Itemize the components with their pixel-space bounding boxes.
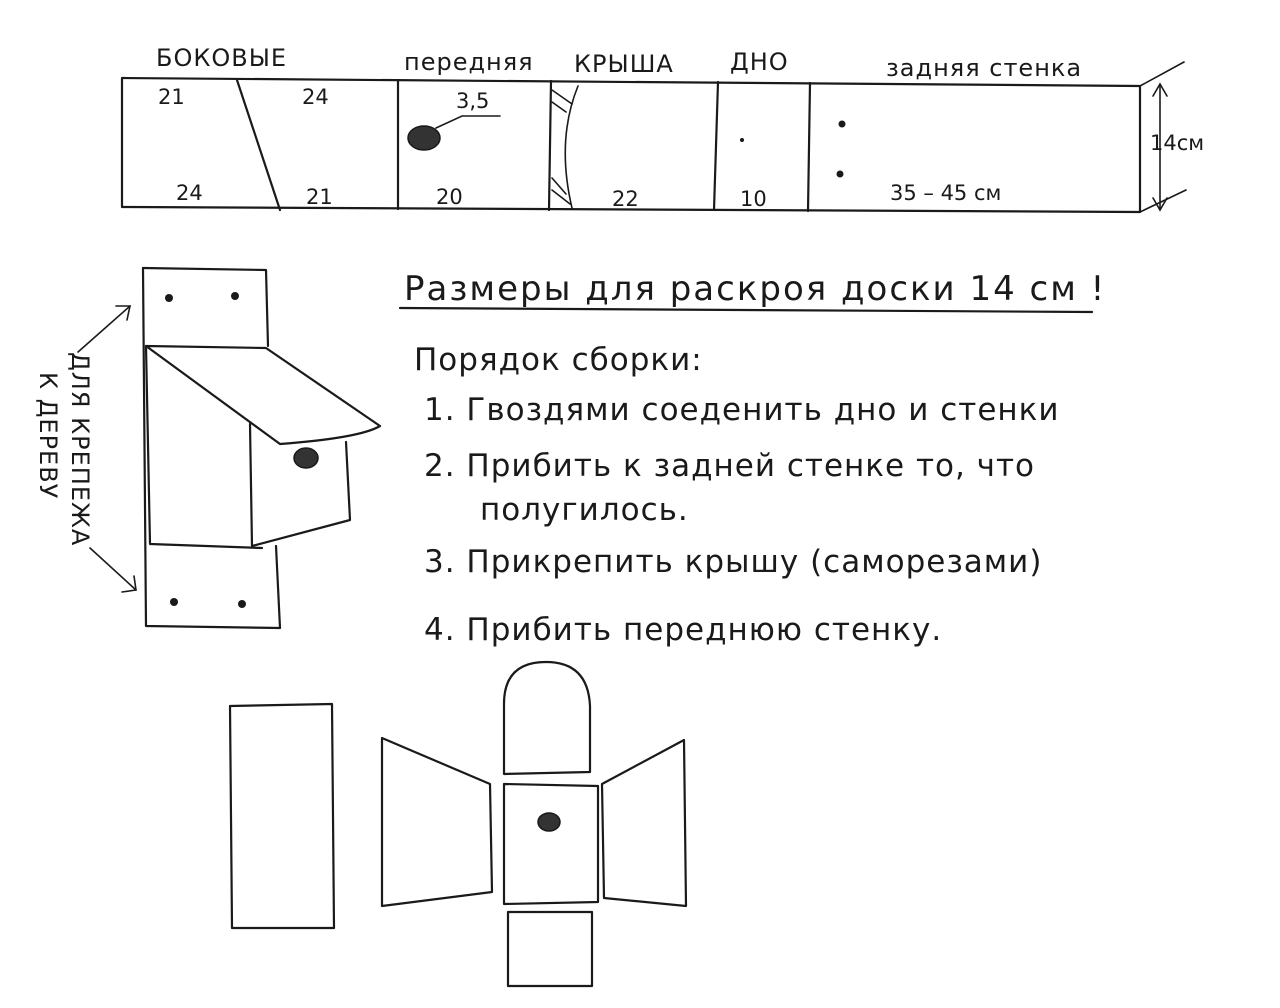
roof-panel-flat — [504, 662, 590, 774]
unfolded-net — [230, 662, 686, 986]
back-screw-top — [839, 121, 846, 128]
num-hole-diameter: 3,5 — [456, 89, 490, 113]
num-side-top-left: 21 — [158, 85, 185, 109]
bottom-panel — [508, 912, 592, 986]
mount-arrow-bottom — [90, 548, 136, 590]
roof-panel — [146, 346, 380, 444]
num-side-bottom-left: 24 — [176, 181, 203, 205]
side-diagonal-cut — [237, 80, 280, 210]
cut-size-note: Размеры для раскроя доски 14 см ! — [404, 269, 1107, 309]
mount-label-line1: ДЛЯ КРЕПЕЖА — [66, 352, 94, 547]
mount-screw-1 — [165, 294, 173, 302]
instructions — [400, 269, 1106, 648]
label-front: передняя — [404, 48, 534, 76]
bottom-mark — [740, 138, 744, 142]
num-side-bottom-right: 21 — [306, 185, 333, 209]
mount-screw-3 — [170, 598, 178, 606]
num-back-length: 35 – 45 см — [890, 181, 1002, 205]
board-cutting-plan — [122, 44, 1204, 212]
front-panel-hole — [538, 813, 560, 831]
num-side-top-right: 24 — [302, 85, 329, 109]
back-wall-top — [143, 268, 268, 346]
back-screw-bottom — [837, 171, 844, 178]
label-roof: КРЫША — [574, 50, 674, 78]
divider-bottom-back — [808, 83, 810, 211]
divider-roof-bottom — [714, 82, 718, 210]
back-wall-panel — [230, 704, 334, 928]
hole-leader-line — [436, 116, 500, 128]
dim-extension-top — [1140, 62, 1184, 86]
assembly-title: Порядок сборки: — [414, 342, 703, 378]
mount-screw-4 — [238, 600, 246, 608]
num-bottom-length: 10 — [740, 187, 767, 211]
num-roof-length: 22 — [612, 187, 639, 211]
left-side-panel — [382, 738, 492, 906]
label-back: задняя стенка — [886, 54, 1083, 82]
assembled-birdhouse — [34, 268, 380, 628]
roof-waste-hatch — [552, 90, 572, 204]
assembly-step-1: 1. Гвоздями соеденить дно и стенки — [424, 392, 1060, 428]
entrance-hole — [294, 448, 318, 468]
mount-screw-2 — [231, 292, 239, 300]
num-front-length: 20 — [436, 185, 463, 209]
label-bottom: ДНО — [730, 48, 789, 76]
label-sides: БОКОВЫЕ — [156, 44, 288, 72]
divider-front-roof — [549, 81, 551, 210]
mount-label-line2: К ДЕРЕВУ — [34, 372, 62, 500]
assembly-step-4: 4. Прибить переднюю стенку. — [424, 612, 943, 648]
mount-arrow-top — [78, 306, 130, 352]
assembly-step-2-continued: полугилось. — [480, 492, 689, 528]
front-entrance-hole — [408, 126, 440, 150]
num-board-height: 14см — [1150, 131, 1205, 155]
back-wall-inner — [146, 346, 262, 548]
right-side-panel — [602, 740, 686, 906]
assembly-step-3: 3. Прикрепить крышу (саморезами) — [424, 544, 1043, 580]
front-panel — [504, 784, 598, 904]
assembly-step-2: 2. Прибить к задней стенке то, что — [424, 448, 1036, 484]
back-wall-outline — [143, 268, 280, 628]
dim-extension-bottom — [1140, 190, 1186, 212]
